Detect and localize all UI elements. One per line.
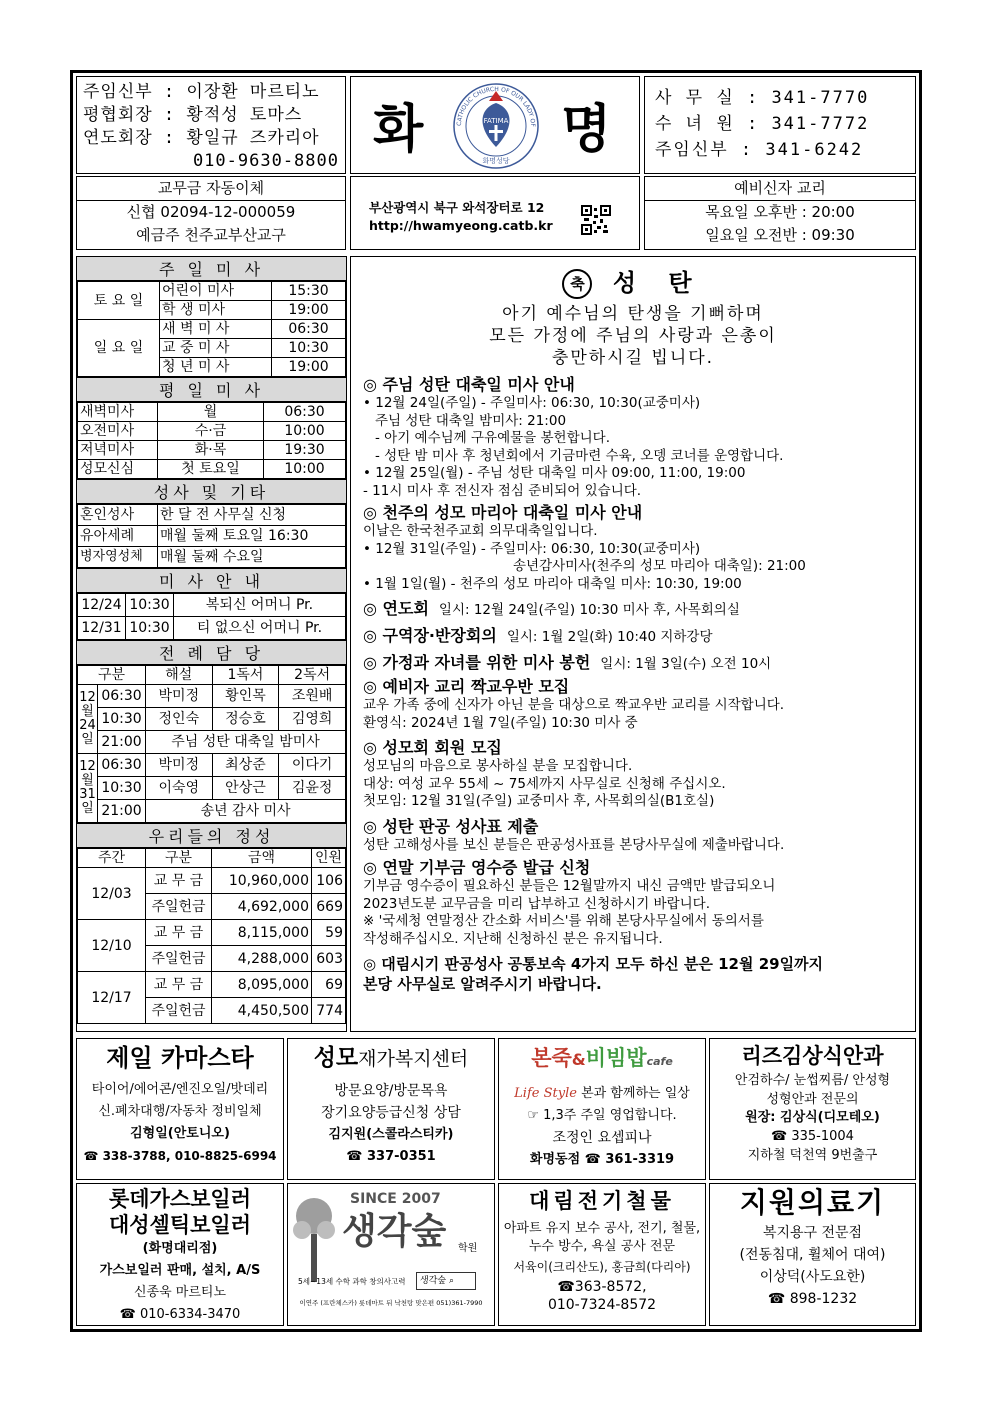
offering-type: 교 무 금 xyxy=(146,920,212,946)
donation-receipt-heading: ◎ 연말 기부금 영수증 발급 신청 xyxy=(363,858,591,877)
legion-recruit-heading: ◎ 성모회 회원 모집 xyxy=(363,738,502,757)
sacraments-table xyxy=(77,504,346,568)
sunday-mass-table xyxy=(77,281,346,377)
ad-owner: 신종욱 마르티노 xyxy=(133,1285,227,1300)
mass-intentions-title: 미 사 안 내 xyxy=(77,568,346,593)
logo-ring-text: CATHOLIC CHURCH OF OUR LADY OF xyxy=(455,85,537,127)
church-address: 부산광역시 북구 와석장터로 12 xyxy=(369,200,545,215)
ad-phone: ☎ 898-1232 xyxy=(767,1291,858,1307)
offering-amount: 8,095,000 xyxy=(212,972,312,998)
sun-mass-name: 새 벽 미 사 xyxy=(160,320,272,339)
announcements-column xyxy=(350,256,916,1032)
offering-type: 교 무 금 xyxy=(146,868,212,894)
ad-saenggaksup xyxy=(287,1183,495,1326)
ad-name: 대림전기철물 xyxy=(529,1189,675,1213)
ad-line: 원장: 김상식(디모테오) xyxy=(745,1110,880,1125)
notice-line: 작성해주십시오. 지난해 신청하신 분은 유지됩니다. xyxy=(363,930,663,947)
ad-line: 서육이(크리산도), 홍금희(다리아) xyxy=(513,1260,691,1274)
sat-mass-time: 15:30 xyxy=(272,282,346,301)
ad-since: SINCE 2007 xyxy=(350,1191,441,1207)
notice-line: • 1월 1일(월) - 천주의 성모 마리아 대축일 미사: 10:30, 19:00 xyxy=(363,575,742,592)
weekday-mass-time: 10:00 xyxy=(264,460,346,479)
ad-name: 생각숲 xyxy=(342,1211,447,1252)
ad-tag: 학원 xyxy=(458,1243,478,1254)
liturgy-header: 2독서 xyxy=(279,666,346,685)
sacrament-name: 유아세례 xyxy=(78,526,158,547)
contact-phone: 010-9630-8800 xyxy=(192,151,339,171)
ad-phone: ☎ 010-6334-3470 xyxy=(119,1307,241,1322)
ad-name-1: 롯데가스보일러 xyxy=(108,1187,251,1211)
offering-header: 금액 xyxy=(212,849,312,868)
ad-name: 지원의료기 xyxy=(739,1186,886,1219)
district-meeting-text: 일시: 1월 2일(화) 10:40 지하강당 xyxy=(506,629,713,645)
ad-phone: 화명동점 ☎ 361-3319 xyxy=(529,1152,675,1167)
greeting-line: 모든 가정에 주님의 사랑과 은총이 xyxy=(489,326,777,346)
notice-line: 대상: 여성 교우 55세 ~ 75세까지 사무실로 신청해 주십시오. xyxy=(363,775,726,792)
offering-header: 인원 xyxy=(312,849,346,868)
sacraments-title: 성사 및 기타 xyxy=(77,479,346,504)
sacrament-name: 병자영성체 xyxy=(78,547,158,568)
ad-slogan-b: 본과 함께하는 일상 xyxy=(581,1086,690,1101)
sacrament-info: 매월 둘째 수요일 xyxy=(158,547,346,568)
catechumen-title: 예비신자 교리 xyxy=(645,177,915,201)
notice-line: 환영식: 2024년 1월 7일(주일) 10:30 미사 중 xyxy=(363,714,638,731)
weekday-mass-day: 월 xyxy=(158,403,264,422)
christmas-mass-heading: ◎ 주님 성탄 대축일 미사 안내 xyxy=(363,375,575,394)
family-mass-text: 일시: 1월 3일(수) 오전 10시 xyxy=(600,656,772,672)
ad-name: 제일 카마스타 xyxy=(106,1044,254,1072)
bank-account: 신협 02094-12-000059 xyxy=(126,203,296,221)
liturgy-commentator: 박미정 xyxy=(146,685,213,708)
sat-mass-name: 어린이 미사 xyxy=(160,282,272,301)
mary-mass-heading: ◎ 천주의 성모 마리아 대축일 미사 안내 xyxy=(363,503,643,522)
yeondo-text: 일시: 12월 24일(주일) 10:30 미사 후, 사목회의실 xyxy=(438,602,740,618)
sun-mass-time: 06:30 xyxy=(272,320,346,339)
ad-phone: ☎ 338-3788, 010-8825-6994 xyxy=(83,1149,277,1163)
weekday-mass-time: 19:30 xyxy=(264,441,346,460)
ad-phone: ☎ 337-0351 xyxy=(346,1149,436,1164)
offering-amount: 4,450,500 xyxy=(212,998,312,1024)
offering-count: 106 xyxy=(312,868,346,894)
notice-line: • 12월 24일(주일) - 주일미사: 06:30, 10:30(교중미사) xyxy=(363,395,701,411)
ad-owner: 김형일(안토니오) xyxy=(130,1126,230,1141)
ad-sub: (화명대리점) xyxy=(142,1241,218,1256)
notice-line: • 12월 25일(월) - 주님 성탄 대축일 미사 09:00, 11:00, 19:00 xyxy=(363,465,746,481)
offering-header: 주간 xyxy=(78,849,146,868)
ad-slogan xyxy=(499,1083,705,1105)
liturgy-reader1: 안상근 xyxy=(212,777,279,800)
offering-week: 12/10 xyxy=(78,920,146,972)
office-phone: 사 무 실 : 341-7770 xyxy=(655,88,870,108)
catechumen-box xyxy=(644,176,916,250)
catechumen-recruit-heading: ◎ 예비자 교리 짝교우반 모집 xyxy=(363,677,570,696)
ad-line: 5세~13세 수학 과학 창의사고력 xyxy=(298,1277,406,1286)
notice-line: 송년감사미사(천주의 성모 마리아 대축일): 21:00 xyxy=(513,558,806,574)
sat-mass-time: 19:00 xyxy=(272,301,346,320)
liturgy-commentator: 이숙영 xyxy=(146,777,213,800)
offering-type: 교 무 금 xyxy=(146,972,212,998)
family-mass-heading: ◎ 가정과 자녀를 위한 미사 봉헌 xyxy=(363,653,591,672)
liturgy-reader1: 최상준 xyxy=(212,754,279,777)
liturgy-table xyxy=(77,665,346,823)
liturgy-time: 10:30 xyxy=(98,708,146,731)
offerings-table xyxy=(77,848,346,1024)
ad-line: 아파트 유지 보수 공사, 전기, 철물, xyxy=(503,1221,701,1236)
liturgy-time: 06:30 xyxy=(98,685,146,708)
mass-intentions-table xyxy=(77,593,346,640)
liturgy-special: 주님 성탄 대축일 밤미사 xyxy=(146,731,346,754)
offering-amount: 4,288,000 xyxy=(212,946,312,972)
weekday-mass-name: 성모신심 xyxy=(78,460,158,479)
ad-line: 방문요양/방문목욕 xyxy=(334,1083,448,1099)
offering-amount: 8,115,000 xyxy=(212,920,312,946)
ad-name xyxy=(499,1043,705,1077)
offerings-title: 우리들의 정성 xyxy=(77,823,346,848)
weekday-mass-time: 10:00 xyxy=(264,422,346,441)
ad-owner: 이상덕(사도요한) xyxy=(759,1269,866,1285)
ad-line: 장기요양등급신청 상담 xyxy=(321,1105,461,1121)
catechumen-sunday: 일요일 오전반 : 09:30 xyxy=(705,226,855,244)
bank-holder: 예금주 천주교부산교구 xyxy=(136,226,286,244)
ad-location: 지하철 덕천역 9번출구 xyxy=(747,1148,878,1163)
phone-directory xyxy=(644,76,916,174)
liturgy-time: 21:00 xyxy=(98,731,146,754)
ad-jeil-carmasta xyxy=(76,1038,284,1180)
yeondo-heading: ◎ 연도회 xyxy=(363,599,429,618)
tree-icon xyxy=(292,1194,336,1284)
notice-line: 2023년도분 교무금을 미리 납부하고 신청하시기 바랍니다. xyxy=(363,895,711,912)
intention-time: 10:30 xyxy=(126,617,174,640)
notice-line: - 성탄 밤 미사 후 청년회에서 기금마련 수육, 오뎅 코너를 운영합니다. xyxy=(375,447,784,464)
notice-line: - 11시 미사 후 전신자 점심 준비되어 있습니다. xyxy=(363,482,642,499)
notice-line: ※ '국세청 연말정산 간소화 서비스'를 위해 본당사무실에서 동의서를 xyxy=(363,913,764,929)
liturgy-commentator: 박미정 xyxy=(146,754,213,777)
notice-line: 기부금 영수증이 필요하신 분들은 12월말까지 내신 금액만 발급되오니 xyxy=(363,878,776,894)
logo-bottom-text: 화명성당 xyxy=(482,157,510,165)
ad-line: 성형안과 전문의 xyxy=(766,1092,859,1107)
ad-line: (전동침대, 휠체어 대여) xyxy=(739,1247,886,1263)
clergy-info xyxy=(76,76,346,174)
search-term: 생각숲 xyxy=(420,1276,447,1286)
liturgy-reader2: 김윤정 xyxy=(279,777,346,800)
ad-line: 타이어/에어콘/엔진오일/밧데리 xyxy=(91,1082,269,1097)
liturgy-header: 해설 xyxy=(146,666,213,685)
church-url[interactable]: http://hwamyeong.catb.kr xyxy=(369,218,553,233)
district-meeting-notice xyxy=(363,626,903,647)
ad-seongmo-welfare xyxy=(287,1038,495,1180)
prayer-president-line: 연도회장 : 황일규 즈카리아 xyxy=(83,128,320,148)
offering-count: 59 xyxy=(312,920,346,946)
convent-phone: 수 녀 원 : 341-7772 xyxy=(655,114,870,134)
advent-penance-notice-2: 본당 사무실로 알려주시기 바랍니다. xyxy=(363,975,602,993)
ad-line: 복지용구 전문점 xyxy=(762,1225,863,1241)
notice-line: - 아기 예수님께 구유예물을 봉헌합니다. xyxy=(375,430,610,446)
search-icon: ⌕ xyxy=(448,1276,455,1286)
offering-type: 주일헌금 xyxy=(146,998,212,1024)
confession-card-heading: ◎ 성탄 판공 성사표 제출 xyxy=(363,816,539,836)
weekday-mass-name: 새벽미사 xyxy=(78,403,158,422)
offering-amount: 4,692,000 xyxy=(212,894,312,920)
search-box[interactable] xyxy=(416,1272,476,1290)
liturgy-reader2: 조원배 xyxy=(279,685,346,708)
schedule-column xyxy=(76,256,347,1032)
celebration-badge-icon: 축 xyxy=(562,269,592,299)
family-mass-notice xyxy=(363,653,903,674)
title-myeong: 명 xyxy=(561,100,612,160)
ad-note: ☞ 1,3주 주일 영업합니다. xyxy=(527,1108,677,1123)
notice-line: 교우 가족 중에 신자가 아닌 분을 대상으로 짝교우반 교리를 시작합니다. xyxy=(363,697,785,713)
sunday-label: 일 요 일 xyxy=(78,320,160,377)
ad-line: 누수 방수, 욕실 공사 전문 xyxy=(528,1239,676,1254)
offering-week: 12/17 xyxy=(78,972,146,1024)
catechumen-thursday: 목요일 오후반 : 20:00 xyxy=(705,203,855,221)
sunday-mass-title: 주 일 미 사 xyxy=(77,257,346,281)
district-meeting-heading: ◎ 구역장·반장회의 xyxy=(363,626,497,645)
weekday-mass-time: 06:30 xyxy=(264,403,346,422)
sun-mass-time: 19:00 xyxy=(272,358,346,377)
address-box xyxy=(350,176,640,250)
logo-fatima-text: FATIMA xyxy=(483,117,509,125)
intention-date: 12/31 xyxy=(78,617,126,640)
liturgy-time: 06:30 xyxy=(98,754,146,777)
sat-mass-name: 학 생 미사 xyxy=(160,301,272,320)
notice-line: 이날은 한국천주교회 의무대축일입니다. xyxy=(363,523,598,539)
weekday-mass-day: 첫 토요일 xyxy=(158,460,264,479)
intention-date: 12/24 xyxy=(78,594,126,617)
weekday-mass-name: 저녁미사 xyxy=(78,441,158,460)
ad-name-amp: & xyxy=(571,1050,586,1069)
ad-line: 가스보일러 판매, 설치, A/S xyxy=(99,1263,261,1278)
sacrament-name: 혼인성사 xyxy=(78,505,158,526)
offering-count: 669 xyxy=(312,894,346,920)
christmas-greeting xyxy=(363,303,903,369)
advent-penance-notice: ◎ 대림시기 판공성사 공통보속 4가지 모두 하신 분은 12월 29일까지 xyxy=(363,955,824,973)
notice-line: 성탄 고해성사를 보신 분들은 판공성사표를 본당사무실에 제출바랍니다. xyxy=(363,836,785,853)
liturgy-time: 10:30 xyxy=(98,777,146,800)
qr-code-icon[interactable] xyxy=(581,205,611,235)
offering-count: 774 xyxy=(312,998,346,1024)
weekday-mass-day: 수·금 xyxy=(158,422,264,441)
ad-name: 리즈김상식안과 xyxy=(741,1044,884,1068)
bank-title: 교무금 자동이체 xyxy=(77,177,345,201)
offering-header: 구분 xyxy=(146,849,212,868)
liturgy-day: 12월31일 xyxy=(78,754,98,823)
ad-phone: 010-7324-8572 xyxy=(547,1297,657,1313)
ad-name-2: 대성셀틱보일러 xyxy=(108,1213,251,1237)
ad-name-c: cafe xyxy=(646,1055,673,1068)
ad-name-b: 재가복지센터 xyxy=(358,1048,469,1070)
ad-bonjuk xyxy=(498,1038,706,1180)
ad-slogan-a: Life Style xyxy=(514,1086,577,1101)
liturgy-reader2: 이다기 xyxy=(279,754,346,777)
liturgy-special: 송년 감사 미사 xyxy=(146,800,346,823)
liturgy-header: 구분 xyxy=(78,666,146,685)
sacrament-info: 매월 둘째 토요일 16:30 xyxy=(158,526,346,547)
offering-count: 69 xyxy=(312,972,346,998)
offering-type: 주일헌금 xyxy=(146,946,212,972)
sun-mass-name: 청 년 미 사 xyxy=(160,358,272,377)
pastor-phone: 주임신부 : 341-6242 xyxy=(655,140,864,160)
liturgy-reader1: 정승호 xyxy=(212,708,279,731)
notice-line: 성모님의 마음으로 봉사하실 분을 모집합니다. xyxy=(363,758,633,774)
yeondo-notice xyxy=(363,599,903,620)
liturgy-time: 21:00 xyxy=(98,800,146,823)
ad-line: 신.폐차대행/자동차 정비일체 xyxy=(98,1104,262,1119)
notice-line: 주님 성탄 대축일 밤미사: 21:00 xyxy=(375,412,567,429)
offering-type: 주일헌금 xyxy=(146,894,212,920)
ad-jiwon-medical xyxy=(709,1183,916,1326)
saturday-label: 토 요 일 xyxy=(78,282,160,320)
ad-owner: 김지원(스콜라스티카) xyxy=(328,1127,454,1142)
masthead xyxy=(350,76,640,174)
ad-name xyxy=(288,1043,494,1074)
intention-time: 10:30 xyxy=(126,594,174,617)
sacrament-info: 한 달 전 사무실 신청 xyxy=(158,505,346,526)
title-hwa: 화 xyxy=(373,100,424,160)
ad-line: 안검하수/ 눈썹찌름/ 안성형 xyxy=(734,1073,891,1088)
ad-name-b: 비빔밥 xyxy=(585,1046,647,1070)
liturgy-reader1: 황인목 xyxy=(212,685,279,708)
council-president-line: 평협회장 : 황적성 토마스 xyxy=(83,105,303,125)
ad-owner: 조정인 요셉피나 xyxy=(552,1130,652,1146)
liturgy-reader2: 김영희 xyxy=(279,708,346,731)
ad-lotte-boiler xyxy=(76,1183,284,1326)
liturgy-commentator: 정인숙 xyxy=(146,708,213,731)
liturgy-header: 1독서 xyxy=(212,666,279,685)
ad-line: 이연주 (프란체스카) 롯데마트 뒤 낙천탕 맞은편 051)361-7990 xyxy=(299,1299,483,1307)
sun-mass-time: 10:30 xyxy=(272,339,346,358)
ad-name-a: 본죽 xyxy=(531,1046,572,1070)
intention-text: 티 없으신 어머니 Pr. xyxy=(174,617,346,640)
christmas-title: 성 탄 xyxy=(612,269,704,297)
ad-phone: ☎363-8572, xyxy=(557,1279,647,1295)
ad-phone: ☎ 335-1004 xyxy=(771,1129,854,1144)
weekday-mass-title: 평 일 미 사 xyxy=(77,377,346,402)
sun-mass-name: 교 중 미 사 xyxy=(160,339,272,358)
offering-week: 12/03 xyxy=(78,868,146,920)
church-logo-icon xyxy=(451,81,541,171)
ad-name-a: 성모 xyxy=(313,1045,359,1071)
ad-liz-eye xyxy=(709,1038,916,1180)
offering-amount: 10,960,000 xyxy=(212,868,312,894)
pastor-line: 주임신부 : 이장환 마르티노 xyxy=(83,82,320,102)
offering-count: 603 xyxy=(312,946,346,972)
greeting-line: 아기 예수님의 탄생을 기뻐하며 xyxy=(502,304,764,324)
notice-line: 첫모임: 12월 31일(주일) 교중미사 후, 사목회의실(B1호실) xyxy=(363,793,715,809)
liturgy-day: 12월24일 xyxy=(78,685,98,754)
weekday-mass-name: 오전미사 xyxy=(78,422,158,441)
notice-line: • 12월 31일(주일) - 주일미사: 06:30, 10:30(교중미사) xyxy=(363,540,701,557)
greeting-line: 충만하시길 빕니다. xyxy=(551,348,715,368)
weekday-mass-table xyxy=(77,402,346,479)
intention-text: 복되신 어머니 Pr. xyxy=(174,594,346,617)
liturgy-title: 전 례 담 당 xyxy=(77,640,346,665)
weekday-mass-day: 화·목 xyxy=(158,441,264,460)
auto-transfer-box xyxy=(76,176,346,250)
ad-daerim-hardware xyxy=(498,1183,706,1326)
christmas-title-row xyxy=(363,263,903,299)
